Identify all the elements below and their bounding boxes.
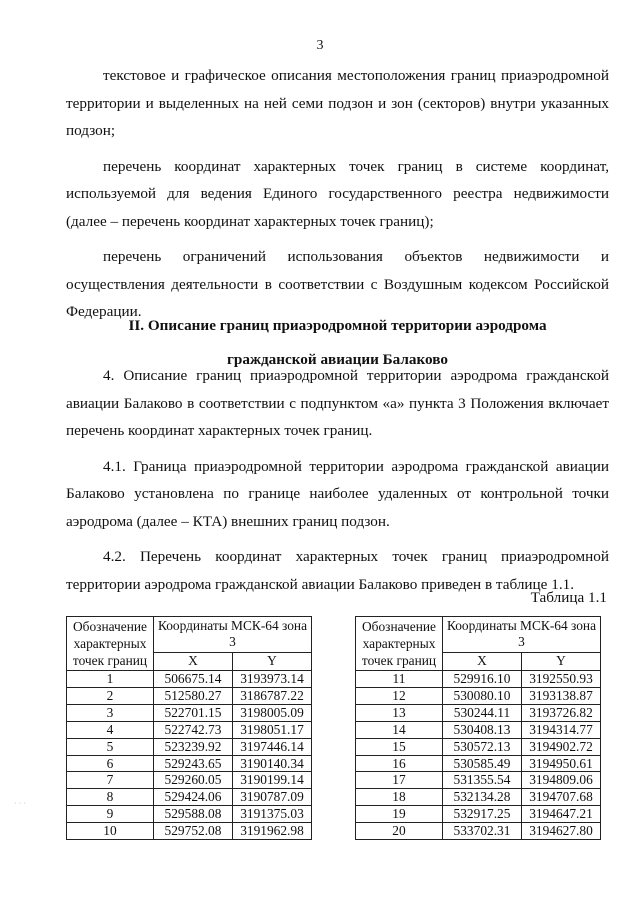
body-text-block [66,362,609,598]
header-coordinates: Координаты МСК-64 зона 3 [443,617,601,653]
margin-speck: · · · [14,799,26,808]
y-coordinate-cell: 3194314.77 [522,721,601,738]
header-y: Y [522,652,601,670]
x-coordinate-cell: 529752.08 [154,823,233,840]
table-row [67,704,312,721]
x-coordinate-cell: 529916.10 [443,671,522,688]
y-coordinate-cell: 3190787.09 [233,789,312,806]
paragraph-coordinates-list: перечень координат характерных точек границ в системе координат, используемой для ведения Единого государственного реестра недвижимости (далее – перечень координат характерных точек границ); [66,157,609,230]
x-coordinate-cell: 530244.11 [443,704,522,721]
point-number-cell: 9 [67,806,154,823]
y-coordinate-cell: 3193973.14 [233,671,312,688]
header-x: X [154,652,233,670]
table-row [67,687,312,704]
table-caption: Таблица 1.1 [530,589,607,606]
coordinates-table-left [66,616,312,840]
x-coordinate-cell: 530408.13 [443,721,522,738]
y-coordinate-cell: 3193138.87 [522,687,601,704]
header-y: Y [233,652,312,670]
paragraph-4: 4. Описание границ приаэродромной территории аэродрома гражданской авиации Балаково в соответствии с подпунктом «а» пункта 3 Положения включает перечень координат характерных точек границ. [66,367,609,439]
x-coordinate-cell: 506675.14 [154,671,233,688]
intro-text-block [66,62,609,326]
point-number-cell: 11 [356,671,443,688]
y-coordinate-cell: 3194950.61 [522,755,601,772]
x-coordinate-cell: 522742.73 [154,721,233,738]
y-coordinate-cell: 3198051.17 [233,721,312,738]
y-coordinate-cell: 3191962.98 [233,823,312,840]
point-number-cell: 10 [67,823,154,840]
x-coordinate-cell: 530572.13 [443,738,522,755]
y-coordinate-cell: 3190140.34 [233,755,312,772]
header-x: X [443,652,522,670]
x-coordinate-cell: 512580.27 [154,687,233,704]
y-coordinate-cell: 3197446.14 [233,738,312,755]
table-row [67,755,312,772]
point-number-cell: 4 [67,721,154,738]
table-row [67,671,312,688]
x-coordinate-cell: 529243.65 [154,755,233,772]
x-coordinate-cell: 533702.31 [443,823,522,840]
table-row [67,789,312,806]
table-row [67,823,312,840]
paragraph-4-1: 4.1. Граница приаэродромной территории аэродрома гражданской авиации Балаково установлена по границе наиболее удаленных от контрольной точки аэродрома (далее – КТА) внешних границ подзон. [66,457,609,530]
table-row [67,738,312,755]
section-heading-line1: II. Описание границ приаэродромной территории аэродрома [128,317,547,334]
point-number-cell: 7 [67,772,154,789]
x-coordinate-cell: 530080.10 [443,687,522,704]
y-coordinate-cell: 3194902.72 [522,738,601,755]
table-row [356,755,601,772]
point-number-cell: 13 [356,704,443,721]
table-row [356,704,601,721]
y-coordinate-cell: 3192550.93 [522,671,601,688]
table-row [67,806,312,823]
x-coordinate-cell: 529588.08 [154,806,233,823]
x-coordinate-cell: 532917.25 [443,806,522,823]
point-number-cell: 8 [67,789,154,806]
y-coordinate-cell: 3190199.14 [233,772,312,789]
header-point-designation: Обозначение характерных точек границ [67,617,154,671]
table-row [67,721,312,738]
y-coordinate-cell: 3193726.82 [522,704,601,721]
point-number-cell: 14 [356,721,443,738]
coordinates-table-right [355,616,601,840]
point-number-cell: 16 [356,755,443,772]
point-number-cell: 1 [67,671,154,688]
y-coordinate-cell: 3194627.80 [522,823,601,840]
x-coordinate-cell: 522701.15 [154,704,233,721]
paragraph-description-text: текстовое и графическое описания местоположения границ приаэродромной территории и выделенных на ней семи подзон и зон (секторов) внутри указанных подзон; [66,67,609,139]
point-number-cell: 2 [67,687,154,704]
point-number-cell: 12 [356,687,443,704]
point-number-cell: 17 [356,772,443,789]
x-coordinate-cell: 529424.06 [154,789,233,806]
page-number: 3 [316,38,324,53]
table-row [356,806,601,823]
x-coordinate-cell: 530585.49 [443,755,522,772]
y-coordinate-cell: 3194809.06 [522,772,601,789]
paragraph-restrictions-list: перечень ограничений использования объектов недвижимости и осуществления деятельности в соответствии с Воздушным кодексом Российской Федерации. [66,248,609,320]
table-row [356,789,601,806]
x-coordinate-cell: 523239.92 [154,738,233,755]
y-coordinate-cell: 3194647.21 [522,806,601,823]
table-row [356,671,601,688]
section-heading-line2: гражданской авиации Балаково [227,350,448,368]
point-number-cell: 3 [67,704,154,721]
point-number-cell: 15 [356,738,443,755]
header-coordinates: Координаты МСК-64 зона 3 [154,617,312,653]
point-number-cell: 6 [67,755,154,772]
point-number-cell: 20 [356,823,443,840]
point-number-cell: 5 [67,738,154,755]
y-coordinate-cell: 3198005.09 [233,704,312,721]
table-row [356,721,601,738]
table-row [356,687,601,704]
table-row [356,738,601,755]
x-coordinate-cell: 531355.54 [443,772,522,789]
table-row [356,772,601,789]
y-coordinate-cell: 3186787.22 [233,687,312,704]
table-row [67,772,312,789]
x-coordinate-cell: 529260.05 [154,772,233,789]
header-point-designation: Обозначение характерных точек границ [356,617,443,671]
paragraph-4-2: 4.2. Перечень координат характерных точек границ приаэродромной территории аэродрома гражданской авиации Балаково приведен в таблице 1.1. [66,548,609,593]
y-coordinate-cell: 3194707.68 [522,789,601,806]
point-number-cell: 19 [356,806,443,823]
x-coordinate-cell: 532134.28 [443,789,522,806]
table-row [356,823,601,840]
point-number-cell: 18 [356,789,443,806]
y-coordinate-cell: 3191375.03 [233,806,312,823]
